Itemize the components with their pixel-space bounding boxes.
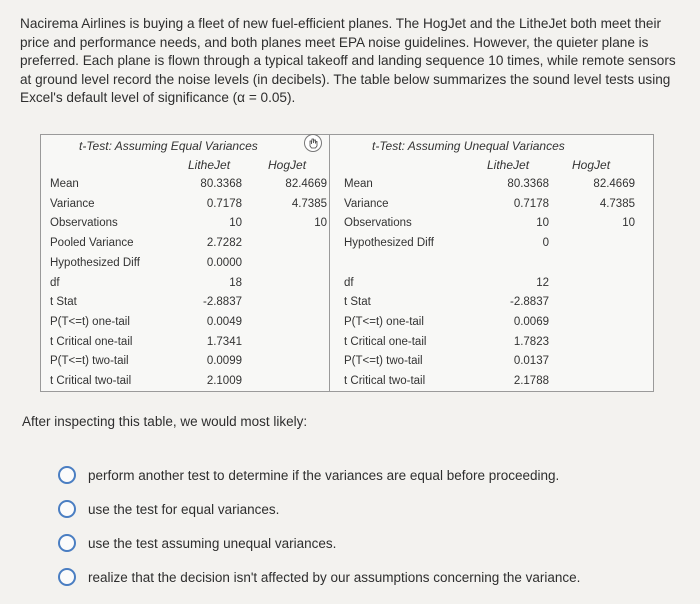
- unequal-lithejet-value: 0.7178: [513, 197, 549, 210]
- unequal-col-lithejet: LitheJet: [487, 158, 530, 172]
- equal-lithejet-value: -2.8837: [202, 296, 242, 309]
- unequal-lithejet-value: 80.3368: [507, 178, 549, 190]
- unequal-row-label: P(T<=t) one-tail: [344, 315, 424, 328]
- equal-lithejet-value: 2.7282: [206, 237, 242, 250]
- unequal-row-label: Observations: [344, 217, 412, 230]
- unequal-lithejet-value: 2.1788: [513, 375, 549, 387]
- equal-lithejet-value: 2.1009: [206, 375, 242, 387]
- equal-lithejet-value: 0.0000: [206, 256, 242, 269]
- question-prompt: After inspecting this table, we would most likely:: [22, 414, 308, 429]
- equal-col-lithejet: LitheJet: [188, 158, 231, 172]
- equal-row-label: P(T<=t) one-tail: [50, 315, 130, 328]
- option-3-label: use the test assuming unequal variances.: [88, 535, 337, 551]
- equal-row-label: t Stat: [50, 296, 77, 309]
- equal-row-label: df: [50, 276, 60, 289]
- radio-icon[interactable]: [58, 568, 76, 586]
- unequal-lithejet-value: 0.0069: [513, 315, 549, 328]
- radio-icon[interactable]: [58, 500, 76, 518]
- option-2[interactable]: [58, 492, 678, 526]
- hand-cursor-icon: [303, 133, 323, 153]
- unequal-hogjet-value: 4.7385: [599, 197, 635, 210]
- unequal-hogjet-value: 82.4669: [593, 178, 635, 190]
- unequal-row-label: Hypothesized Diff: [344, 237, 434, 250]
- unequal-row-label: t Critical two-tail: [344, 375, 426, 387]
- equal-row-label: t Critical two-tail: [50, 375, 132, 387]
- equal-lithejet-value: 0.7178: [206, 197, 242, 210]
- question-text: Nacirema Airlines is buying a fleet of new fuel-efficient planes. The HogJet and the LitheJet both meet their price and performance needs, and both planes meet EPA noise guidelines. However, the quieter plane is preferred. Each plane is flown through a typical takeoff and landing sequence 10 times, while remote sensors at ground level record the noise levels (in decibels). The table below summarizes the sound level tests using Excel's default level of significance (α = 0.05).: [20, 16, 676, 106]
- unequal-lithejet-value: -2.8837: [509, 296, 549, 309]
- unequal-row-label: t Critical one-tail: [344, 335, 427, 348]
- equal-row-label: Mean: [50, 178, 79, 190]
- option-1-label: perform another test to determine if the variances are equal before proceeding.: [88, 467, 560, 483]
- equal-hogjet-value: 10: [314, 217, 327, 230]
- unequal-lithejet-value: 0.0137: [513, 355, 549, 368]
- option-2-label: use the test for equal variances.: [88, 501, 280, 517]
- unequal-row-label: t Stat: [344, 296, 371, 309]
- equal-row-label: Hypothesized Diff: [50, 256, 140, 269]
- equal-hogjet-value: 82.4669: [285, 178, 327, 190]
- equal-variance-title: t-Test: Assuming Equal Variances: [79, 139, 258, 153]
- equal-row-label: Pooled Variance: [50, 237, 134, 250]
- equal-lithejet-value: 0.0099: [206, 355, 242, 368]
- equal-col-hogjet: HogJet: [268, 158, 307, 172]
- unequal-hogjet-value: 10: [622, 217, 635, 230]
- unequal-variance-title: t-Test: Assuming Unequal Variances: [372, 139, 565, 153]
- unequal-row-label: P(T<=t) two-tail: [344, 355, 423, 368]
- option-4-label: realize that the decision isn't affected by our assumptions concerning the variance.: [88, 569, 581, 585]
- equal-lithejet-value: 1.7341: [206, 335, 242, 348]
- unequal-lithejet-value: 0: [542, 237, 549, 250]
- option-3[interactable]: [58, 526, 678, 560]
- radio-icon[interactable]: [58, 466, 76, 484]
- equal-row-label: t Critical one-tail: [50, 335, 133, 348]
- ttest-tables: [40, 134, 654, 392]
- option-1[interactable]: [58, 458, 678, 492]
- equal-lithejet-value: 0.0049: [206, 315, 242, 328]
- unequal-row-label: df: [344, 276, 354, 289]
- table-divider: [329, 135, 330, 391]
- unequal-row-label: Mean: [344, 178, 373, 190]
- unequal-col-hogjet: HogJet: [572, 158, 611, 172]
- equal-row-label: Variance: [50, 197, 95, 210]
- equal-lithejet-value: 10: [229, 217, 242, 230]
- unequal-lithejet-value: 10: [536, 217, 549, 230]
- equal-row-label: P(T<=t) two-tail: [50, 355, 129, 368]
- answer-options: [58, 458, 678, 594]
- equal-row-label: Observations: [50, 217, 118, 230]
- unequal-lithejet-value: 12: [536, 276, 549, 289]
- equal-hogjet-value: 4.7385: [291, 197, 327, 210]
- option-4[interactable]: [58, 560, 678, 594]
- equal-lithejet-value: 80.3368: [200, 178, 242, 190]
- unequal-lithejet-value: 1.7823: [513, 335, 549, 348]
- radio-icon[interactable]: [58, 534, 76, 552]
- unequal-row-label: Variance: [344, 197, 389, 210]
- equal-lithejet-value: 18: [229, 276, 242, 289]
